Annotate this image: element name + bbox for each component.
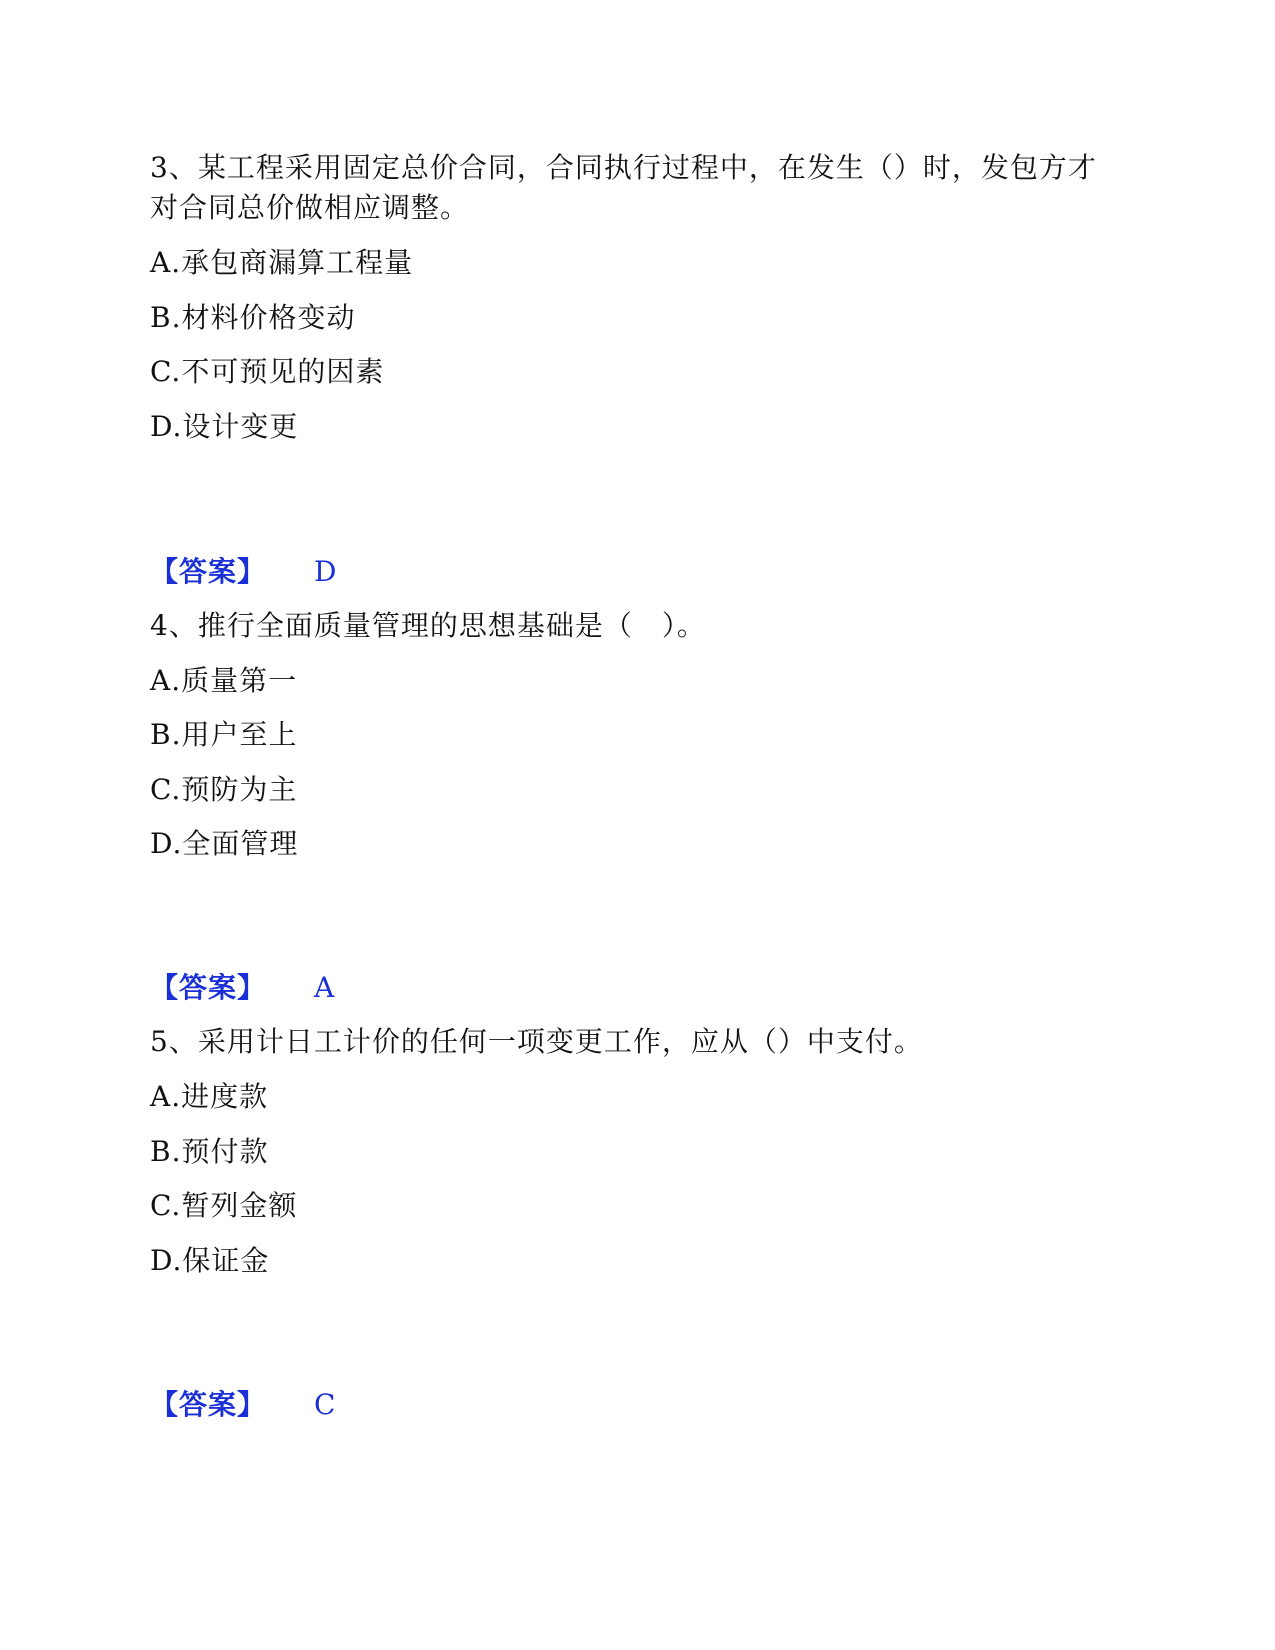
question-3-option-a: A.承包商漏算工程量 — [150, 246, 414, 279]
question-4-option-a: A.质量第一 — [150, 664, 298, 697]
answer-label: 【答案】 — [150, 555, 267, 588]
question-4-stem-line-1: 4、推行全面质量管理的思想基础是（ ）。 — [150, 609, 706, 642]
question-4-option-b: B.用户至上 — [150, 718, 298, 751]
question-5-stem-line-1: 5、采用计日工计价的任何一项变更工作，应从（）中支付。 — [150, 1025, 923, 1058]
question-3-option-b: B.材料价格变动 — [150, 301, 356, 334]
question-5-option-a: A.进度款 — [150, 1080, 269, 1113]
answer-value: C — [314, 1388, 337, 1421]
answer-label: 【答案】 — [150, 1388, 267, 1421]
question-5-answer — [150, 1385, 336, 1425]
question-3-option-d: D.设计变更 — [150, 410, 299, 443]
question-3-answer — [150, 552, 337, 592]
answer-value: A — [314, 971, 336, 1004]
question-5-option-d: D.保证金 — [150, 1244, 270, 1277]
question-3-stem-line-2: 对合同总价做相应调整。 — [150, 191, 470, 224]
question-4-answer — [150, 968, 335, 1008]
question-4-option-d: D.全面管理 — [150, 827, 299, 860]
question-4-option-c: C.预防为主 — [150, 773, 298, 806]
question-3-stem-line-1: 3、某工程采用固定总价合同，合同执行过程中，在发生（）时，发包方才 — [150, 151, 1097, 184]
question-5-option-c: C.暂列金额 — [150, 1189, 298, 1222]
question-5-option-b: B.预付款 — [150, 1135, 269, 1168]
question-3-option-c: C.不可预见的因素 — [150, 355, 385, 388]
answer-value: D — [314, 555, 338, 588]
answer-label: 【答案】 — [150, 971, 267, 1004]
